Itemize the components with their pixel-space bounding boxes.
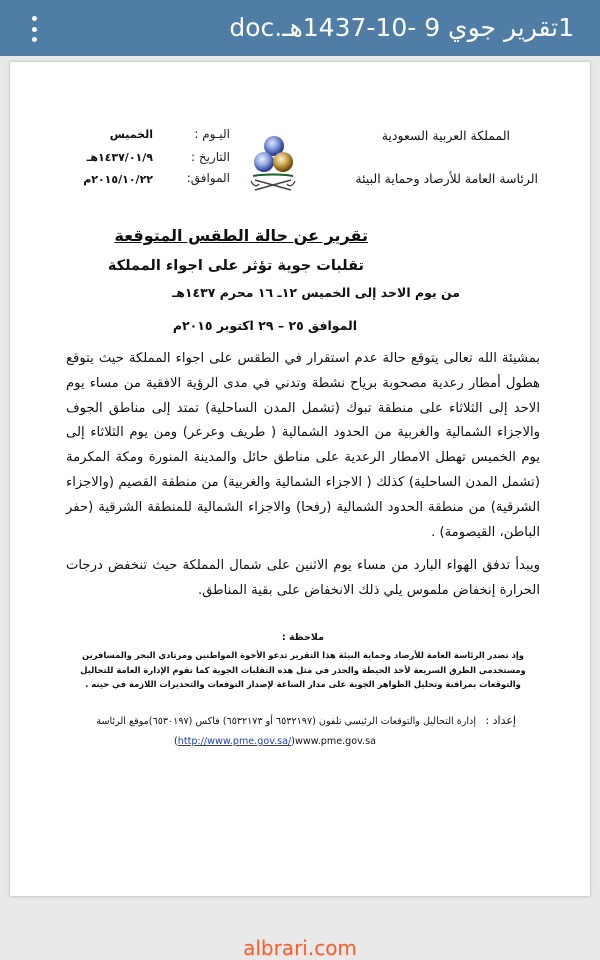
equiv-label: الموافق: — [186, 171, 230, 185]
overflow-menu-icon[interactable] — [30, 16, 38, 42]
report-subtitle: تقلبات جوية تؤثر على اجواء المملكة — [107, 258, 364, 274]
website-plain: www.pme.gov.sa — [295, 736, 376, 747]
prepared-label: إعداد : — [485, 714, 516, 727]
date-label: التاريخ : — [190, 150, 230, 164]
day-label: اليـوم : — [194, 127, 230, 141]
equiv-value: ٢٠١٥/١٠/٢٢م — [83, 173, 153, 186]
report-title: تقرير عن حالة الطقس المتوقعة — [114, 226, 368, 245]
document-title: 1تقرير جوي 9 -10-1437هـ.doc — [229, 13, 574, 42]
forecast-paragraph-1: بمشيئة الله تعالى يتوقع حالة عدم استقرار في الطقس على اجواء المملكة حيث يتوقع هطول أمطار رعدية مصحوبة برياح نشطة وتدني في مدى الرؤية الافقية من مساء يوم الاحد إلى الثلاثاء على منطقة تبوك (تشمل المدن الساحلية) تمتد إلى مناطق الجوف والاجزاء الشمالية والغربية من الحدود الشمالية ( طريف وعرعر) ومن يوم الثلاثاء إلى يوم الخميس تهطل الامطار الرعدية على مناطق حائل والمدينة المنورة ومكة المكرمة (تشمل المدن الساحلية) كذلك ( الاجزاء الشمالية والغربية) من منطقة القصيم (والاجزاء الشرقية) من منطقة الحدود الشمالية (رفحا) والاجزاء الشمالية للمنطقة الشرقية (حفر الباطن، القيصومة) . — [66, 351, 540, 540]
report-gregorian: الموافق ٢٥ – ٢٩ اكتوبر ٢٠١٥م — [172, 318, 357, 333]
note-title: ملاحظة : — [281, 632, 324, 643]
header-authority: الرئاسة العامة للأرصاد وحماية البيئة — [355, 171, 538, 186]
website-link[interactable]: http://www.pme.gov.sa/ — [177, 736, 292, 747]
prepared-text: إدارة التحاليل والتوقعات الرئيسي تلفون (٦٥٣٢١٩٧ أو ٦٥٣٢١٧٣) فاكس (٦٥٣٠١٩٧)موقع الرئاسة — [96, 716, 476, 727]
paren-open: ( — [174, 736, 178, 747]
document-page — [10, 62, 590, 896]
site-watermark: albrari.com — [243, 936, 357, 960]
app-bar — [0, 0, 600, 56]
pme-emblem-icon — [243, 134, 303, 196]
date-value: ١٤٣٧/٠١/٩هـ — [86, 151, 153, 164]
forecast-paragraph-2: ويبدأ تدفق الهواء البارد من مساء يوم الاثنين على شمال المملكة حيث تنخفض درجات الحرارة إنخفاض ملموس يلي ذلك الانخفاض على بقية المناطق. — [66, 558, 540, 598]
report-period: من يوم الاحد إلى الخميس ١٢ـ ١٦ محرم ١٤٣٧هـ — [171, 285, 460, 300]
note-text: وإذ تصدر الرئاسة العامة للأرصاد وحماية البيئة هذا التقرير تدعو الأخوة المواطنين ومرتادي البحر والمسافرين ومستخدمي الطرق السريعة لأخذ الحيطة والحذر في مثل هذه التقلبات الجوية كما تقوم الإدارة العامة للتحاليل والتوقعات بمراقبة وتحليل الظواهر الجوية على مدار الساعة لإصدار التوقعات والتحذيرات اللازمة في حينه . — [80, 650, 526, 689]
header-country: المملكة العربية السعودية — [381, 128, 510, 143]
paren-close: ) — [291, 736, 296, 747]
day-value: الخميس — [109, 128, 153, 141]
website-line — [174, 736, 376, 747]
